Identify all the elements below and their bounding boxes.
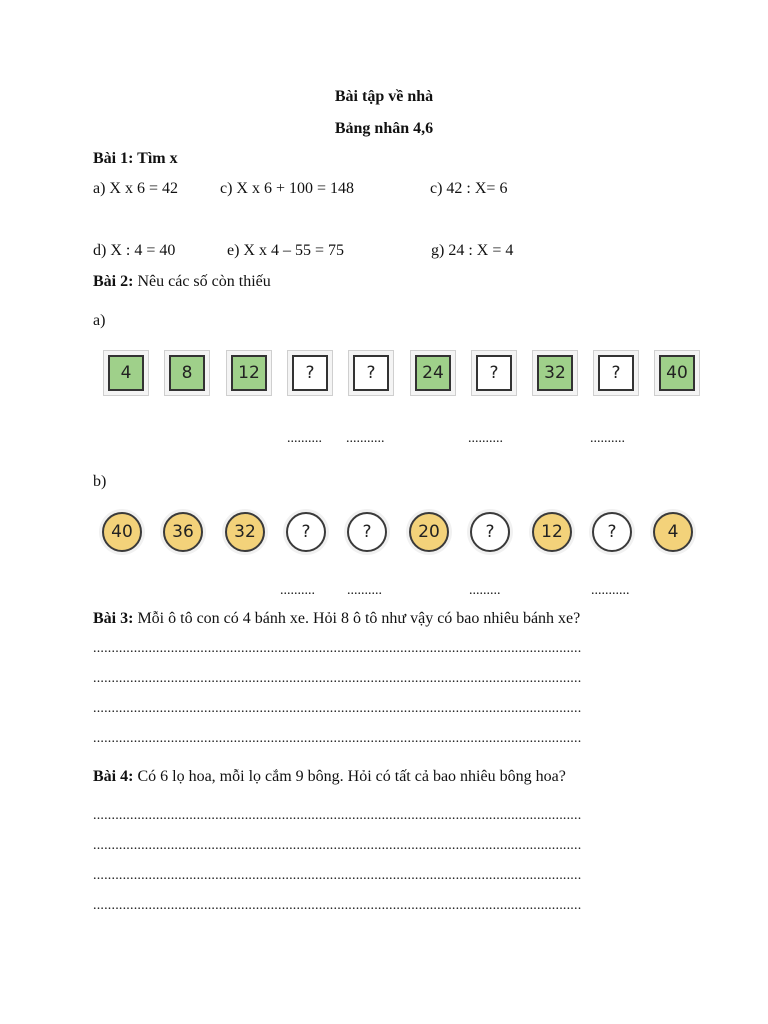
bai2-part-a: a) xyxy=(93,312,106,329)
number-square-missing: ? xyxy=(292,355,328,391)
bai1-g: g) 24 : X = 4 xyxy=(431,242,514,259)
number-square xyxy=(593,350,639,396)
bai1-e: e) X x 4 – 55 = 75 xyxy=(227,242,345,259)
answer-line[interactable]: .................................................................................................................................... xyxy=(93,868,582,883)
number-square xyxy=(532,350,578,396)
bai1-c1: c) X x 6 + 100 = 148 xyxy=(220,180,355,197)
bai1-d: d) X : 4 = 40 xyxy=(93,242,176,259)
answer-blank[interactable]: .......... xyxy=(468,431,503,446)
number-square-value: 12 xyxy=(231,355,267,391)
number-square xyxy=(471,350,517,396)
number-circle-value: 32 xyxy=(225,512,265,552)
answer-blank[interactable]: .......... xyxy=(280,583,315,598)
answer-blank[interactable]: ........... xyxy=(591,583,630,598)
answer-line[interactable]: .................................................................................................................................... xyxy=(93,898,582,913)
bai1-heading: Bài 1: Tìm x xyxy=(93,150,178,167)
number-square-missing: ? xyxy=(353,355,389,391)
number-circle-value: 20 xyxy=(409,512,449,552)
bai1-c2: c) 42 : X= 6 xyxy=(430,180,508,197)
page-title: Bài tập về nhà xyxy=(334,88,434,105)
answer-line[interactable]: .................................................................................................................................... xyxy=(93,731,582,746)
number-square xyxy=(287,350,333,396)
number-square-value: 40 xyxy=(659,355,695,391)
bai4-question: Bài 4: Có 6 lọ hoa, mỗi lọ cắm 9 bông. Hỏi có tất cả bao nhiêu bông hoa? xyxy=(93,768,566,785)
number-square xyxy=(410,350,456,396)
number-circle-missing: ? xyxy=(347,512,387,552)
answer-line[interactable]: .................................................................................................................................... xyxy=(93,701,582,716)
number-square-value: 4 xyxy=(108,355,144,391)
page-subtitle: Bảng nhân 4,6 xyxy=(334,120,434,137)
number-square xyxy=(226,350,272,396)
answer-blank[interactable]: .......... xyxy=(287,431,322,446)
number-square-missing: ? xyxy=(598,355,634,391)
answer-line[interactable]: .................................................................................................................................... xyxy=(93,808,582,823)
answer-blank[interactable]: ........... xyxy=(346,431,385,446)
number-squares-row xyxy=(95,344,705,408)
number-circle-value: 40 xyxy=(102,512,142,552)
answer-blank[interactable]: .......... xyxy=(347,583,382,598)
number-circle-missing: ? xyxy=(286,512,326,552)
number-square xyxy=(348,350,394,396)
number-circles-row xyxy=(95,508,705,558)
bai3-question: Bài 3: Mỗi ô tô con có 4 bánh xe. Hỏi 8 ô tô như vậy có bao nhiêu bánh xe? xyxy=(93,610,581,627)
number-square-missing: ? xyxy=(476,355,512,391)
number-square xyxy=(164,350,210,396)
number-circle-value: 4 xyxy=(653,512,693,552)
number-square-value: 8 xyxy=(169,355,205,391)
answer-line[interactable]: .................................................................................................................................... xyxy=(93,838,582,853)
number-square xyxy=(103,350,149,396)
answer-line[interactable]: .................................................................................................................................... xyxy=(93,641,582,656)
number-square-value: 24 xyxy=(415,355,451,391)
bai2-heading: Bài 2: Nêu các số còn thiếu xyxy=(93,273,271,290)
number-circle-value: 36 xyxy=(163,512,203,552)
number-circle-value: 12 xyxy=(532,512,572,552)
answer-blank[interactable]: .......... xyxy=(590,431,625,446)
number-square-value: 32 xyxy=(537,355,573,391)
bai2-part-b: b) xyxy=(93,473,107,490)
number-square xyxy=(654,350,700,396)
number-circle-missing: ? xyxy=(470,512,510,552)
answer-line[interactable]: .................................................................................................................................... xyxy=(93,671,582,686)
number-circle-missing: ? xyxy=(592,512,632,552)
bai1-a: a) X x 6 = 42 xyxy=(93,180,179,197)
answer-blank[interactable]: ......... xyxy=(469,583,501,598)
